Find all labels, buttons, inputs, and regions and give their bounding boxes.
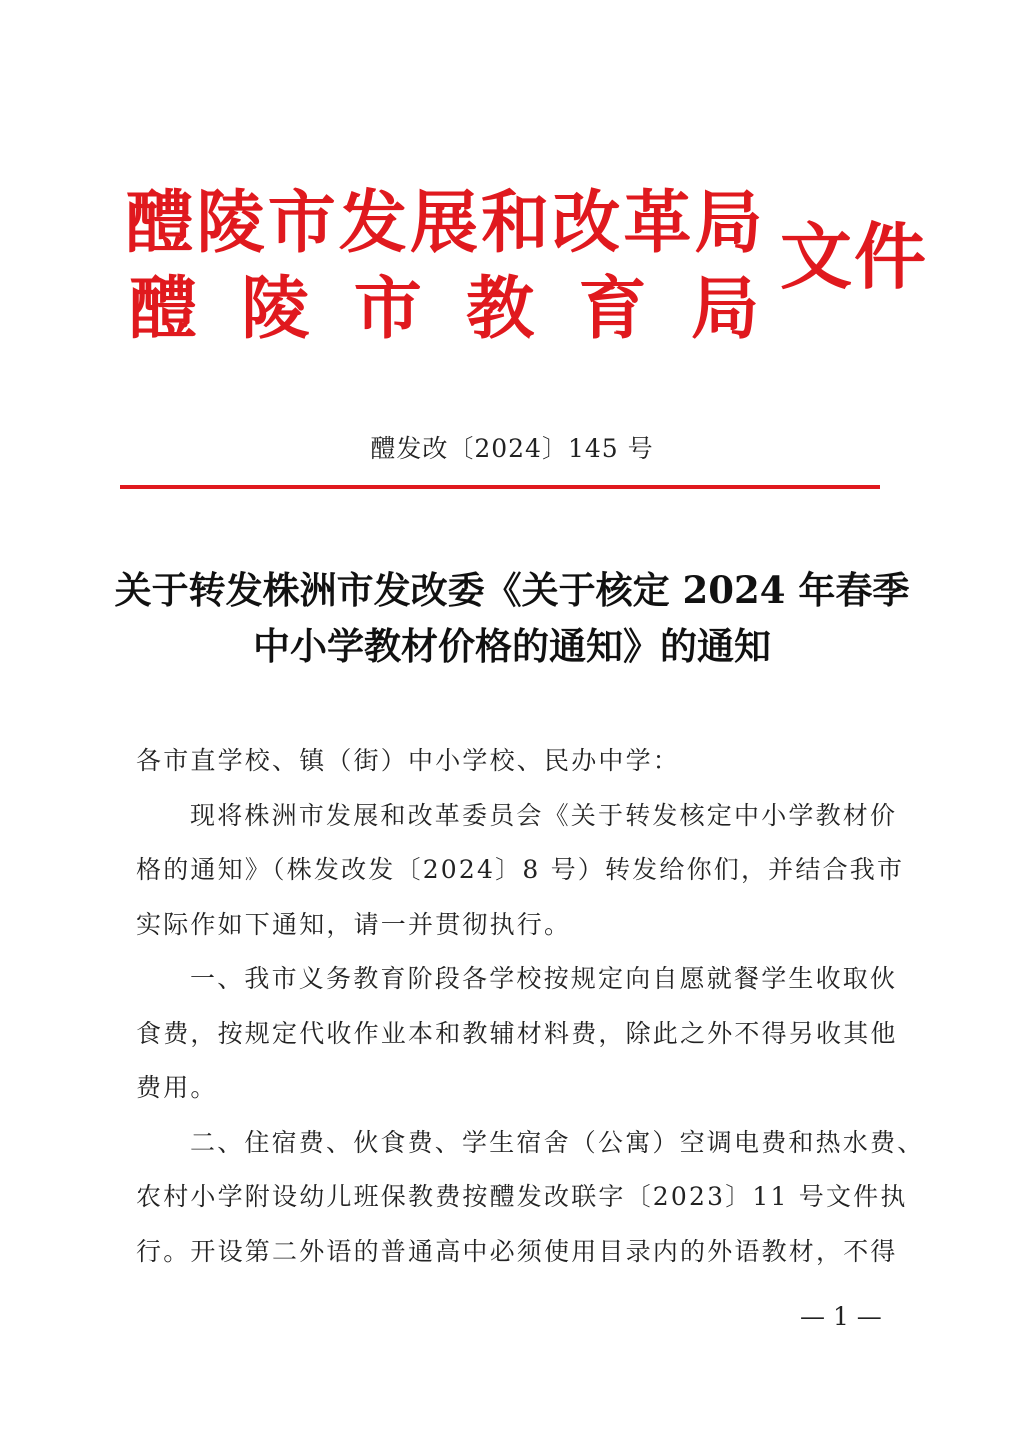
issuer-line-1 bbox=[124, 182, 764, 266]
issuer-char: 育 bbox=[578, 270, 647, 349]
issuer-line-2 bbox=[124, 268, 764, 352]
paragraph-3 bbox=[136, 1116, 925, 1280]
issuer-char: 陵 bbox=[196, 184, 265, 263]
issuer-char: 醴 bbox=[125, 184, 194, 263]
document-title bbox=[110, 562, 914, 674]
title-line-1: 关于转发株洲市发改委《关于核定 2024 年春季 bbox=[114, 568, 910, 612]
paragraph-line: 一、我市义务教育阶段各学校按规定向自愿就餐学生收取伙 bbox=[190, 964, 898, 993]
issuer-char: 醴 bbox=[128, 270, 197, 349]
issuer-char: 和 bbox=[481, 184, 550, 263]
paragraph-line: 费用。 bbox=[136, 1073, 218, 1102]
salutation: 各市直学校、镇（街）中小学校、民办中学： bbox=[136, 746, 681, 775]
issuer-char: 改 bbox=[552, 184, 621, 263]
issuer-char: 革 bbox=[623, 184, 692, 263]
issuer-char: 市 bbox=[267, 184, 336, 263]
issuer-char: 发 bbox=[338, 184, 407, 263]
masthead-suffix: 文件 bbox=[780, 215, 929, 299]
document-body bbox=[136, 734, 925, 1279]
paragraph-line: 现将株洲市发展和改革委员会《关于转发核定中小学教材价 bbox=[190, 800, 898, 830]
title-line-2: 中小学教材价格的通知》的通知 bbox=[253, 624, 771, 668]
paragraph-line: 格的通知》（株发改发〔2024〕8 号）转发给你们，并结合我市 bbox=[136, 855, 905, 884]
issuer-char: 教 bbox=[466, 270, 535, 349]
issuer-char: 市 bbox=[353, 270, 422, 349]
issuer-char: 陵 bbox=[241, 270, 310, 349]
paragraph-line: 行。开设第二外语的普通高中必须使用目录内的外语教材，不得 bbox=[136, 1236, 898, 1266]
masthead bbox=[124, 178, 929, 368]
paragraph-line: 农村小学附设幼儿班保教费按醴发改联字〔2023〕11 号文件执 bbox=[136, 1182, 908, 1211]
issuer-char: 局 bbox=[690, 270, 759, 349]
paragraph-line: 实际作如下通知，请一并贯彻执行。 bbox=[136, 909, 572, 939]
paragraph-line: 二、住宿费、伙食费、学生宿舍（公寓）空调电费和热水费、 bbox=[190, 1127, 925, 1157]
paragraph-1 bbox=[136, 789, 905, 953]
issuer-char: 局 bbox=[694, 184, 763, 263]
issuer-char: 展 bbox=[409, 184, 478, 263]
page-number: — 1 — bbox=[800, 1302, 882, 1331]
document-number: 醴发改〔2024〕145 号 bbox=[370, 434, 654, 463]
red-divider bbox=[120, 485, 880, 489]
paragraph-2 bbox=[136, 952, 898, 1116]
paragraph-line: 食费，按规定代收作业本和教辅材料费，除此之外不得另收其他 bbox=[136, 1018, 898, 1048]
